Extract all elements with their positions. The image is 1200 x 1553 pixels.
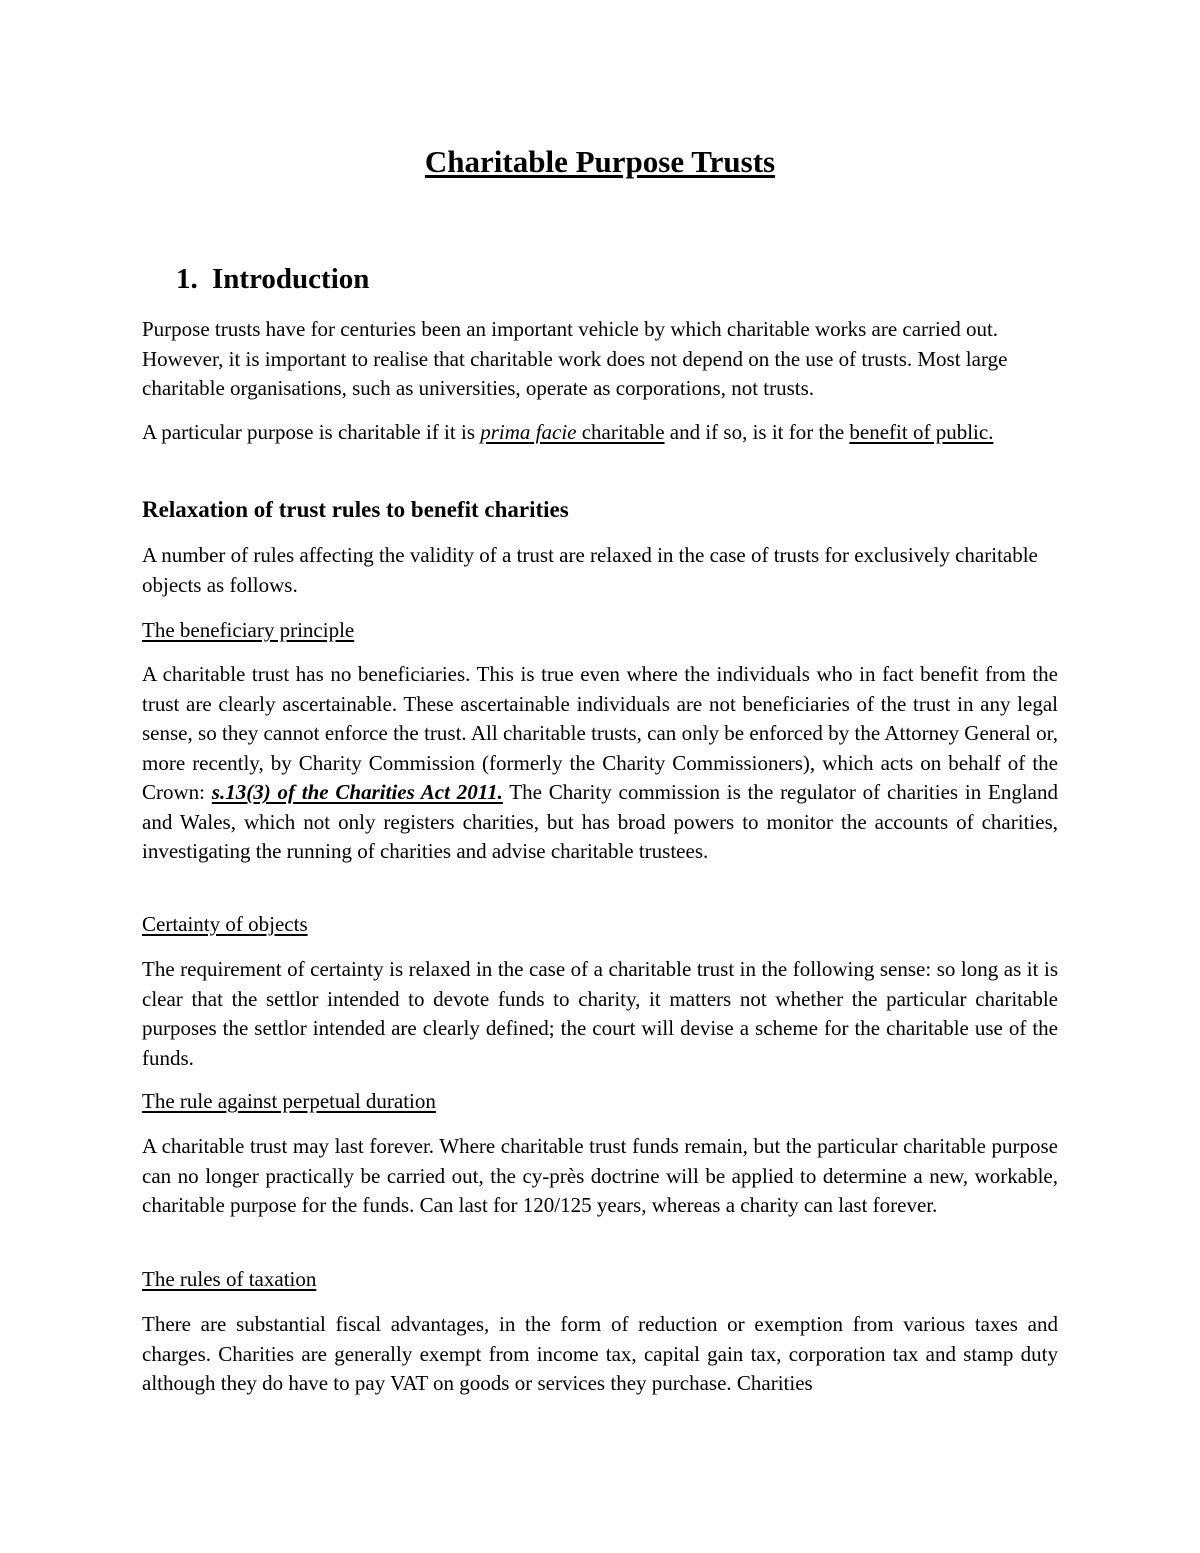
document-page: [142, 0, 1058, 1553]
beneficiary-principle-paragraph: [142, 660, 1058, 867]
section-title: Introduction: [212, 263, 370, 295]
certainty-of-objects-label: Certainty of objects: [142, 912, 308, 936]
beneficiary-text-after: The Charity commission is the regulator of charities in England and Wales, which not only registers charities, but has broad powers to monitor the accounts of charities, investigating the running of charities and advise charitable trustees.: [142, 780, 1058, 863]
prima-facie-term: prima facie: [480, 420, 577, 444]
section-heading-introduction: [176, 259, 369, 299]
benefit-of-public-term: benefit of public.: [849, 420, 994, 444]
section-number: 1.: [176, 263, 198, 295]
intro-p2-middle: and if so, is it for the: [664, 420, 850, 444]
taxation-label: The rules of taxation: [142, 1267, 317, 1291]
certainty-of-objects-paragraph: The requirement of certainty is relaxed in the case of a charitable trust in the following sense: so long as it is clear that the settlor intended to devote funds to charity, it matters not whether the particular charitable purposes the settlor intended are clearly defined; the court will devise a scheme for the charitable use of the funds.: [142, 957, 1058, 1070]
beneficiary-principle-label: The beneficiary principle: [142, 618, 355, 642]
document-title: Charitable Purpose Trusts: [424, 144, 776, 179]
taxation-paragraph: There are substantial fiscal advantages, in the form of reduction or exemption from various taxes and charges. Charities are generally exempt from income tax, capital gain tax, corporation tax and stamp duty although they do have to pay VAT on goods or services they purchase. Charities: [142, 1312, 1058, 1395]
beneficiary-text-before: A charitable trust has no beneficiaries. This is true even where the individuals who in fact benefit from the trust are clearly ascertainable. These ascertainable individuals are not beneficiaries of the trust in any legal sense, so they cannot enforce the trust. All charitable trusts, can only be enforced by the Attorney General or, more recently, by Charity Commission (formerly the Charity Commissioners), which acts on behalf of the Crown:: [142, 662, 1058, 804]
perpetual-duration-paragraph: A charitable trust may last forever. Where charitable trust funds remain, but the particular charitable purpose can no longer practically be carried out, the cy-près doctrine will be applied to determine a new, workable, charitable purpose for the funds. Can last for 120/125 years, whereas a charity can last forever.: [142, 1134, 1058, 1217]
relaxation-intro: A number of rules affecting the validity of a trust are relaxed in the case of trusts for exclusively charitable objects as follows.: [142, 543, 1038, 597]
perpetual-duration-label: The rule against perpetual duration: [142, 1089, 436, 1113]
intro-paragraph-1: Purpose trusts have for centuries been an important vehicle by which charitable works are carried out. However, it is important to realise that charitable work does not depend on the use of trusts. Most large charitable organisations, such as universities, operate as corporations, not trusts.: [142, 317, 1008, 400]
statute-reference: s.13(3) of the Charities Act 2011.: [211, 780, 503, 804]
intro-paragraph-2: [142, 418, 1058, 448]
relaxation-heading: Relaxation of trust rules to benefit charities: [142, 497, 569, 522]
charitable-term: charitable: [576, 420, 665, 444]
intro-p2-before: A particular purpose is charitable if it is: [142, 420, 481, 444]
